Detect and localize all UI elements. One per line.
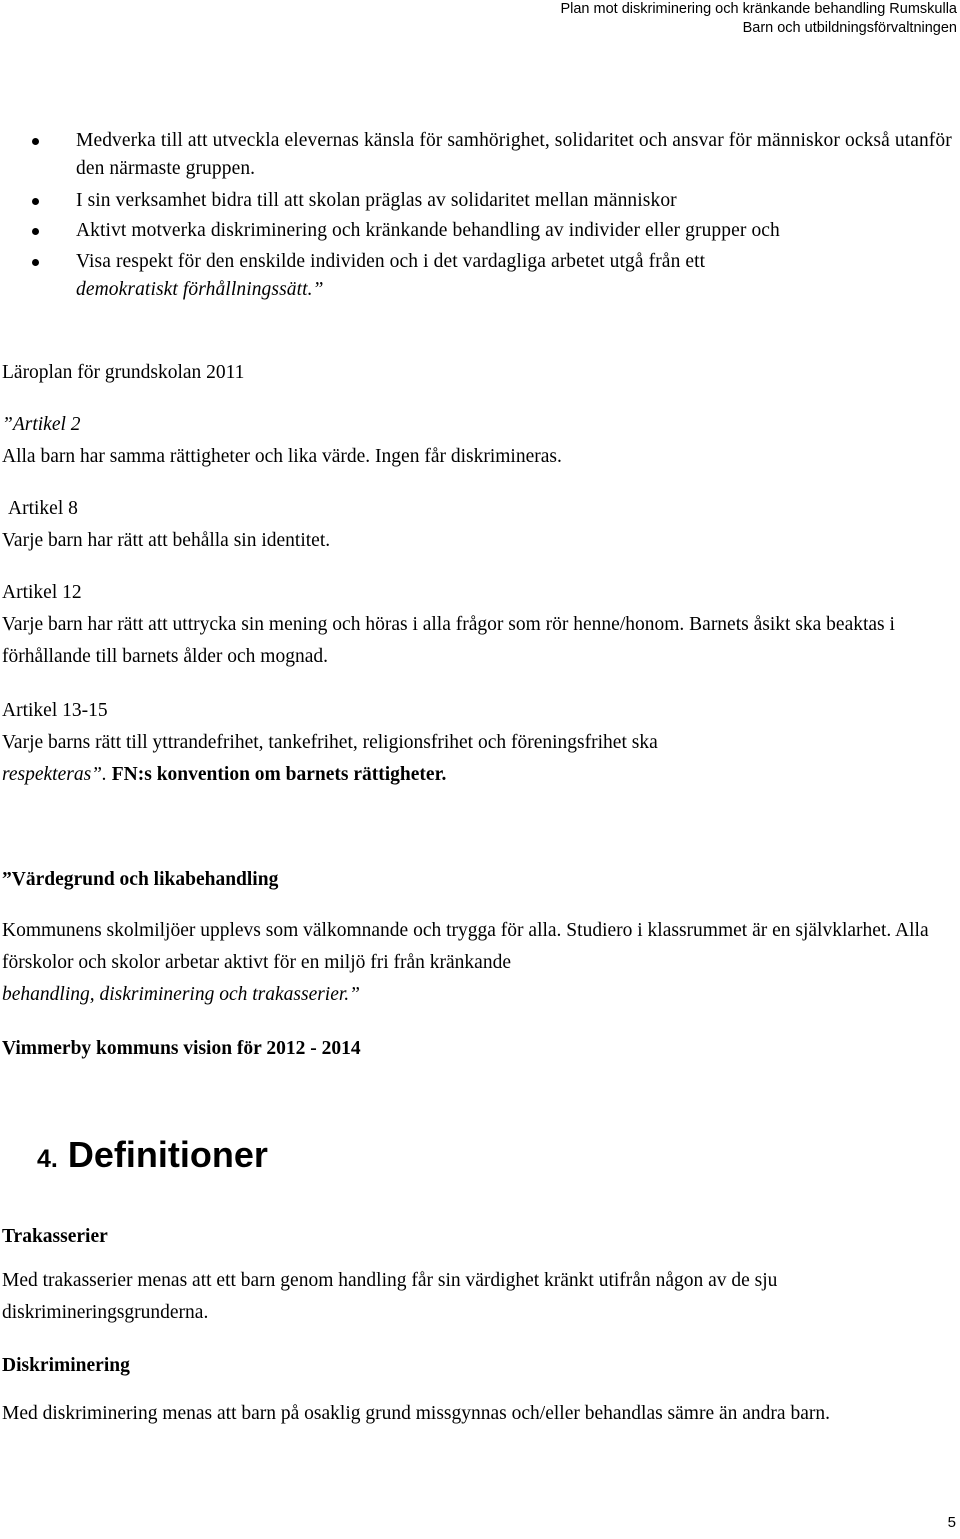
article-12-text: Varje barn har rätt att uttrycka sin mening och höras i alla frågor som rör henne/honom. Barnets åsikt ska beaktas i förhållande till barnets ålder och mognad. [2, 614, 895, 667]
definition-diskriminering-title: Diskriminering [2, 1355, 130, 1376]
section-title: Definitioner [67, 1134, 268, 1175]
running-header-title: Plan mot diskriminering och kränkande behandling Rumskulla [560, 1, 957, 17]
section-heading [37, 1134, 268, 1176]
article-12-title: Artikel 12 [2, 582, 82, 603]
list-item: Medverka till att utveckla elevernas känsla för samhörighet, solidaritet och ansvar för människor också utanför den närmaste gruppen. [0, 127, 960, 183]
definition-trakasserier-title: Trakasserier [2, 1226, 108, 1247]
bullet-icon [32, 228, 39, 235]
vision-heading: ”Värdegrund och likabehandling [2, 869, 279, 890]
definition-trakasserier-text: Med trakasserier menas att ett barn genom handling får sin värdighet kränkt utifrån någon av de sju diskrimineringsgrunderna. [2, 1270, 778, 1323]
running-header-department: Barn och utbildningsförvaltningen [742, 20, 957, 36]
article-2-text: Alla barn har samma rättigheter och lika värde. Ingen får diskrimineras. [2, 446, 562, 467]
bullet-icon [32, 198, 39, 205]
article-8 [2, 493, 942, 557]
bullet-icon [32, 259, 39, 266]
bullet-tail: demokratiskt förhållningssätt.” [76, 279, 324, 300]
bullet-icon [32, 138, 39, 145]
article-2-title: ”Artikel 2 [2, 414, 81, 435]
list-item: Aktivt motverka diskriminering och kränkande behandling av individer eller grupper och [0, 217, 960, 245]
article-12 [2, 577, 957, 673]
list-item: Visa respekt för den enskilde individen och i det vardagliga arbetet utgå från ett demokratiskt förhållningssätt.” [0, 248, 960, 304]
definition-diskriminering-text: Med diskriminering menas att barn på osaklig grund missgynnas och/eller behandlas sämre än andra barn. [2, 1403, 830, 1424]
article-13-title: Artikel 13-15 [2, 700, 108, 721]
vision-source: Vimmerby kommuns vision för 2012 - 2014 [2, 1038, 361, 1059]
convention-source: FN:s konvention om barnets rättigheter. [111, 764, 447, 785]
vision-text: Kommunens skolmiljöer upplevs som välkomnande och trygga för alla. Studiero i klassrummet är en självklarhet. Alla förskolor och skolor arbetar aktivt för en miljö fri från kränkande behandling, diskriminering och trakasserier.” [2, 920, 929, 1005]
article-13-text: Varje barns rätt till yttrandefrihet, tankefrihet, religionsfrihet och föreningsfrihet ska respekteras”. FN:s konvention om barnets rättigheter. [2, 732, 658, 785]
source-curriculum: Läroplan för grundskolan 2011 [2, 362, 245, 383]
article-13-15 [2, 695, 952, 791]
bullet-list [0, 127, 960, 304]
article-8-text: Varje barn har rätt att behålla sin identitet. [2, 530, 331, 551]
section-number: 4. [37, 1145, 58, 1173]
article-2 [2, 409, 942, 473]
page-number: 5 [947, 1514, 956, 1531]
list-item: I sin verksamhet bidra till att skolan präglas av solidaritet mellan människor [0, 187, 960, 215]
article-8-title: Artikel 8 [8, 498, 78, 519]
